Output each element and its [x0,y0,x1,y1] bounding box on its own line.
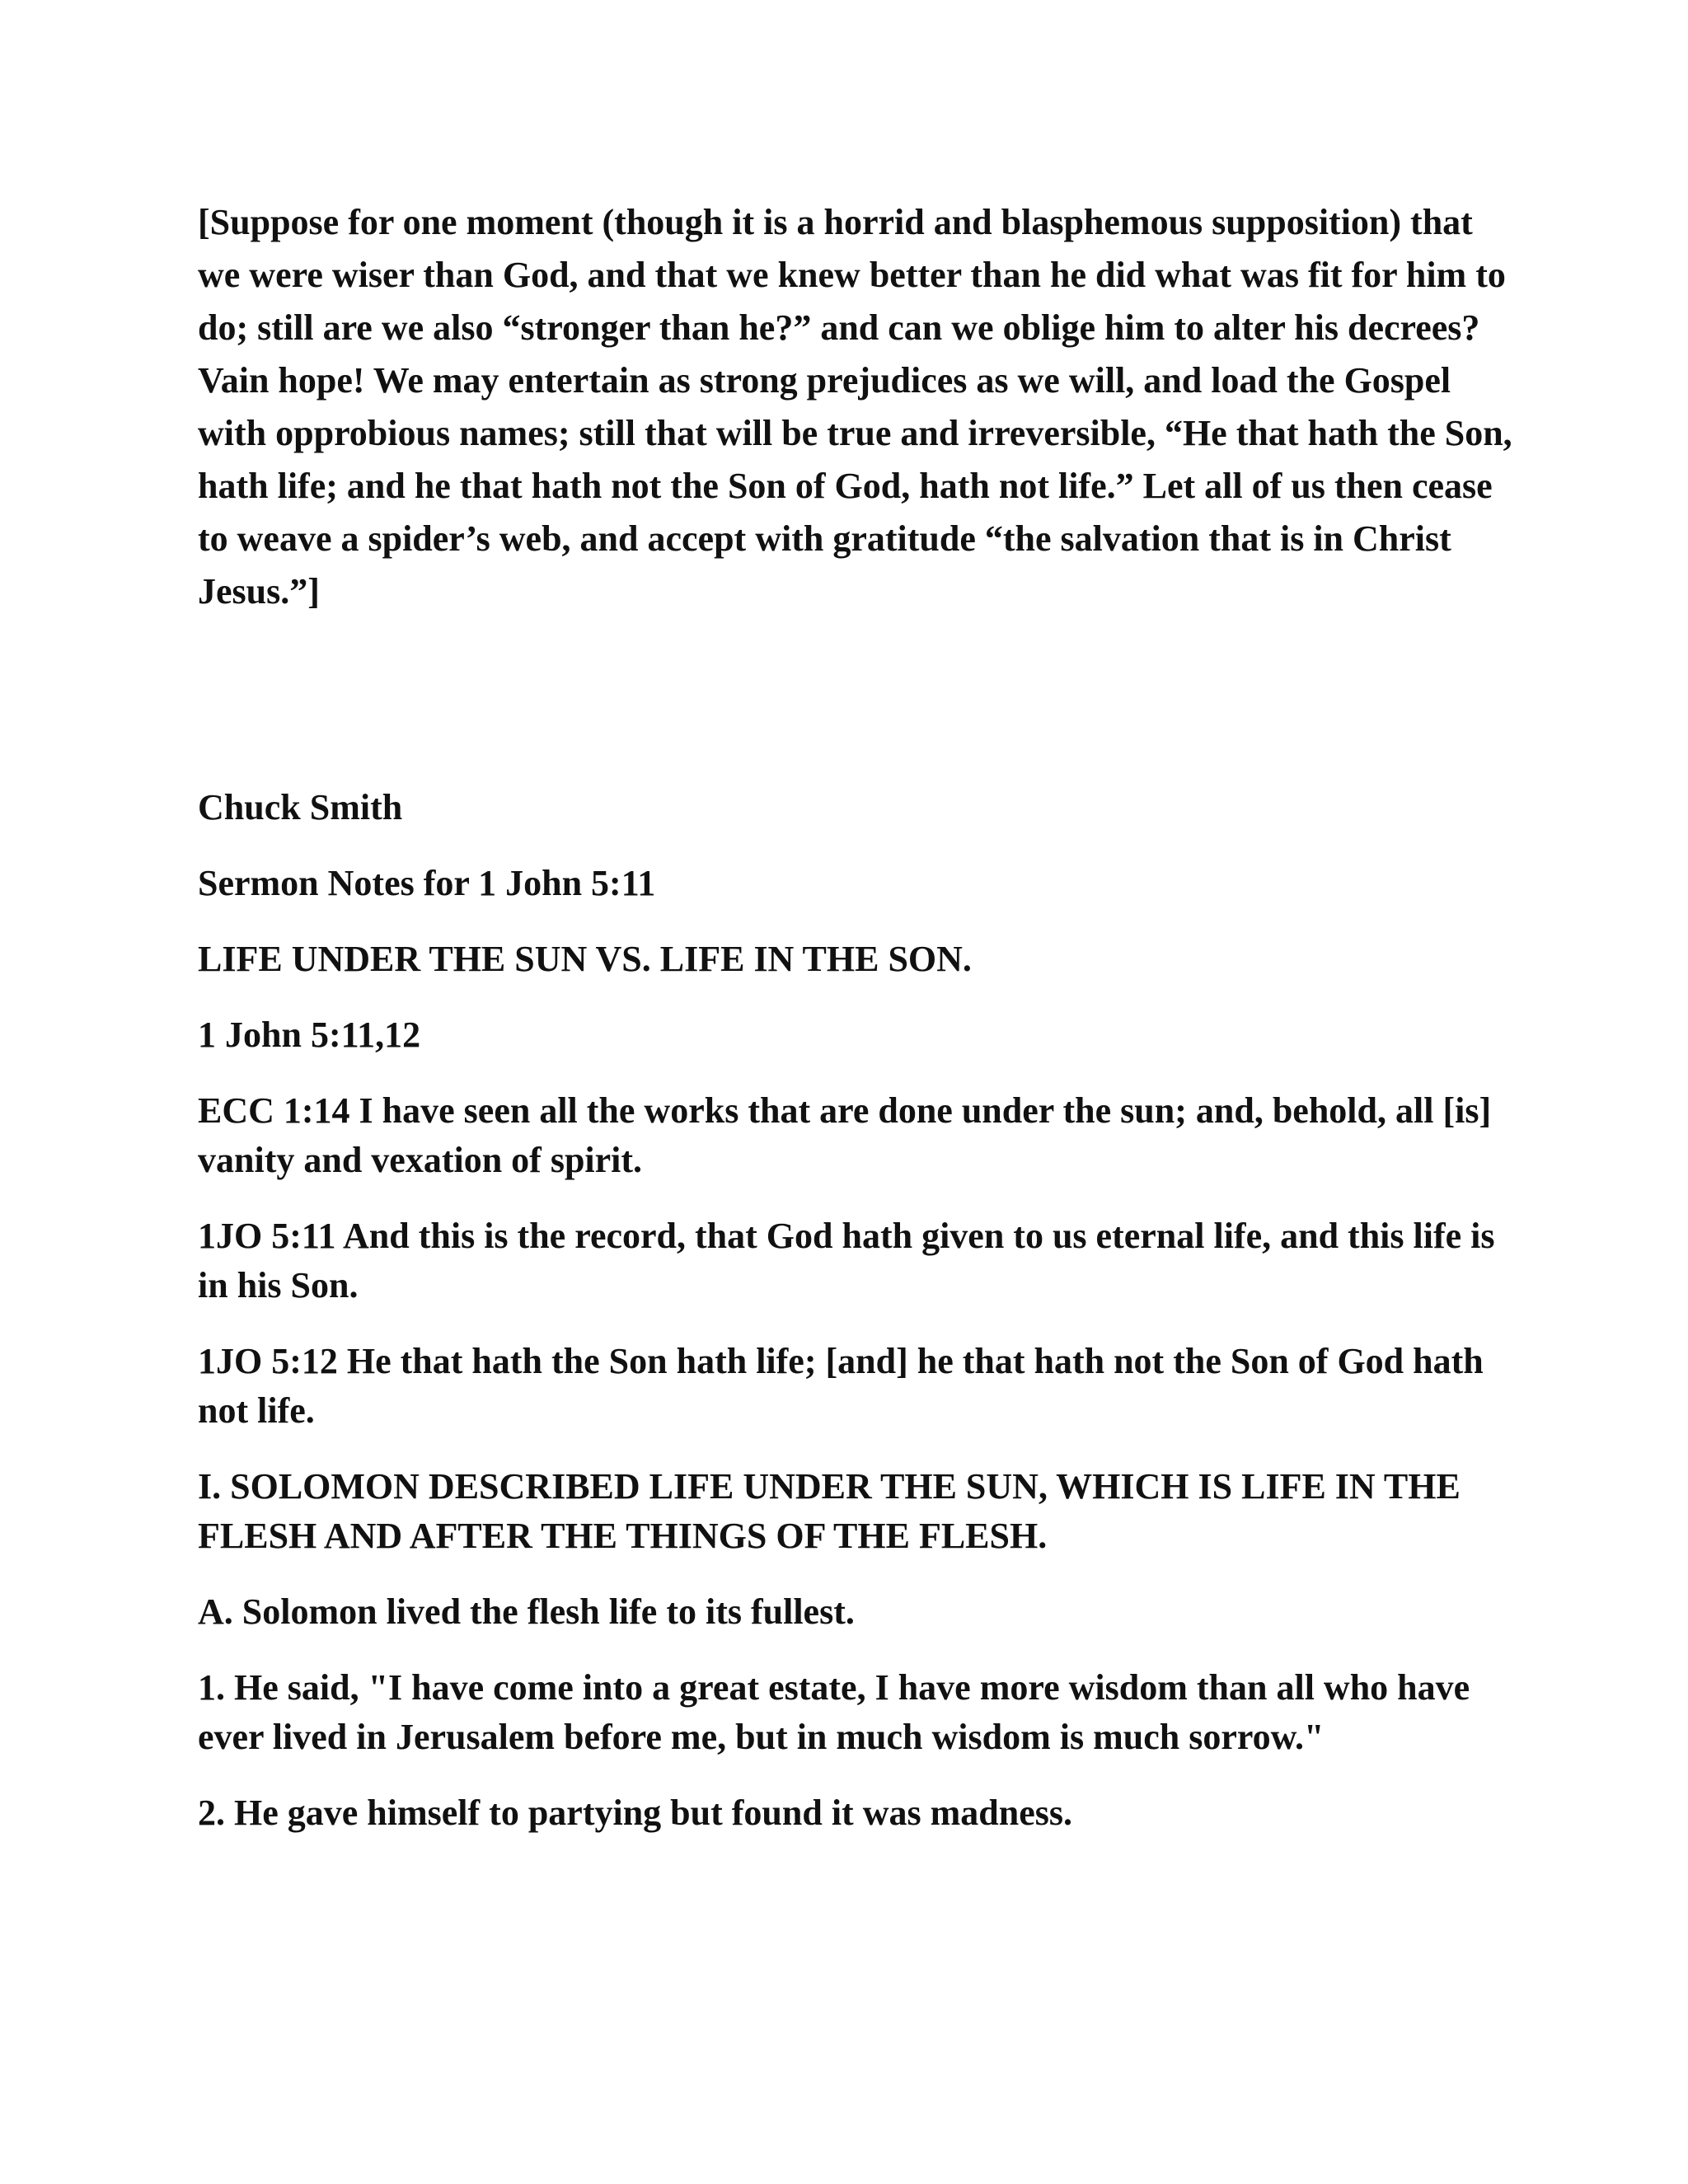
sermon-title: LIFE UNDER THE SUN VS. LIFE IN THE SON. [198,939,972,979]
verse-1jo-5-12: 1JO 5:12 He that hath the Son hath life; [and] he that hath not the Son of God hath not life. [198,1341,1484,1431]
notes-subtitle: Sermon Notes for 1 John 5:11 [198,863,656,903]
quote-block [198,196,1517,618]
verse-ecc-1-14: ECC 1:14 I have seen all the works that are done under the sun; and, behold, all [is] vanity and vexation of spirit. [198,1090,1492,1180]
scripture-reference: 1 John 5:11,12 [198,1015,421,1055]
outline-point-1: I. SOLOMON DESCRIBED LIFE UNDER THE SUN, WHICH IS LIFE IN THE FLESH AND AFTER THE THINGS OF THE FLESH. [198,1466,1461,1556]
outline-item-2: 2. He gave himself to partying but found it was madness. [198,1793,1072,1833]
author-name: Chuck Smith [198,787,403,827]
quote-paragraph: [Suppose for one moment (though it is a horrid and blasphemous supposition) that we were wiser than God, and that we knew better than he did what was fit for him to do; still are we also “stronger than he?” and can we oblige him to alter his decrees? Vain hope! We may entertain as strong prejudices as we will, and load the Gospel with opprobious names; still that will be true and irreversible, “He that hath the Son, hath life; and he that hath not the Son of God, hath not life.” Let all of us then cease to weave a spider’s web, and accept with gratitude “the salvation that is in Christ Jesus.”] [198,202,1512,612]
sermon-notes [198,783,1517,1864]
outline-item-1: 1. He said, "I have come into a great estate, I have more wisdom than all who have ever lived in Jerusalem before me, but in much wisdom is much sorrow." [198,1667,1470,1757]
verse-1jo-5-11: 1JO 5:11 And this is the record, that God hath given to us eternal life, and this life is in his Son. [198,1216,1495,1305]
outline-point-a: A. Solomon lived the flesh life to its fullest. [198,1591,855,1632]
